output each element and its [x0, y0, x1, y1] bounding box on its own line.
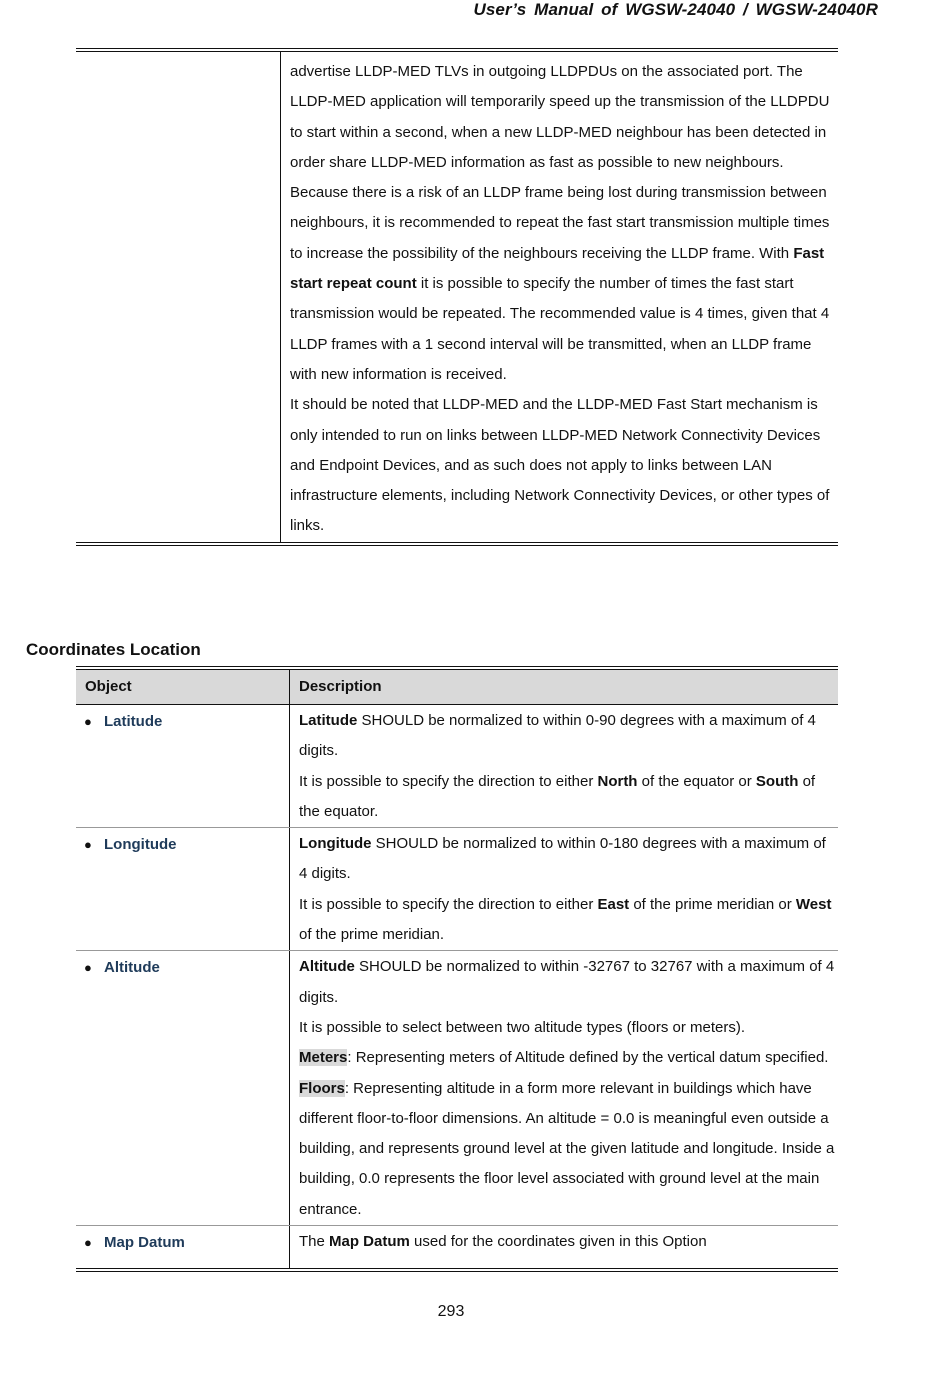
description-cell: Altitude SHOULD be normalized to within -32767 to 32767 with a maximum of 4 digits. It is possible to select between two altitude types (floors or meters). Meters: Representing meters of Altitude defined by the vertical datum specified. Floors: Representing altitude in a form more relevant in buildings which have different floor-to-floor dimensions. An altitude = 0.0 is meaningful even outside a building, and represents ground level at the given latitude and longitude. Inside a building, 0.0 represents the floor level associated with ground level at the main entrance.: [290, 951, 839, 1226]
continued-paragraph-3: It should be noted that LLDP-MED and the LLDP-MED Fast Start mechanism is only intended to run on links between LLDP-MED Network Connectivity Devices and Endpoint Devices, and as such does not apply to links between LAN infrastructure elements, including Network Connectivity Devices, or other types of links.: [290, 396, 830, 535]
object-name: Latitude: [104, 713, 163, 730]
table-row-longitude: [76, 828, 838, 951]
continued-table: [76, 48, 838, 546]
object-name: Longitude: [104, 836, 177, 854]
continued-description: [281, 52, 839, 542]
description-cell: Longitude SHOULD be normalized to within 0-180 degrees with a maximum of 4 digits. It is possible to specify the direction to either East of the prime meridian or West of the prime meridian.: [290, 828, 839, 951]
continued-paragraph-1: advertise LLDP-MED TLVs in outgoing LLDPDUs on the associated port. The LLDP-MED application will temporarily speed up the transmission of the LLDPDU to start within a second, when a new LLDP-MED neighbour has been detected in order share LLDP-MED information as fast as possible to new neighbours.: [290, 63, 830, 171]
continued-paragraph-2: Because there is a risk of an LLDP frame being lost during transmission between neighbours, it is recommended to repeat the fast start transmission multiple times to increase the possibility of the neighbours receiving the LLDP frame. With Fast start repeat count it is possible to specify the number of times the fast start transmission would be repeated. The recommended value is 4 times, given that 4 LLDP frames with a 1 second interval will be transmitted, when an LLDP frame with new information is received.: [290, 184, 830, 383]
description-cell: The Map Datum used for the coordinates given in this Option: [299, 1233, 707, 1251]
object-name: Map Datum: [104, 1234, 185, 1252]
table-row-map-datum: [76, 1226, 838, 1269]
description-cell: Latitude SHOULD be normalized to within 0-90 degrees with a maximum of 4 digits. It is possible to specify the direction to either North of the equator or South of the equator.: [290, 705, 839, 828]
floors-term: Floors: [299, 1079, 345, 1097]
table-header-row: [76, 670, 838, 705]
meters-term: Meters: [299, 1049, 348, 1067]
bullet-icon: ●: [84, 837, 92, 853]
bullet-icon: ●: [84, 1235, 92, 1251]
table-row-latitude: [76, 705, 838, 828]
bullet-icon: ●: [84, 714, 92, 729]
coordinates-table: [76, 666, 838, 1272]
bullet-icon: ●: [84, 960, 92, 976]
object-name: Altitude: [104, 959, 160, 977]
section-title: Coordinates Location: [26, 640, 201, 659]
header-object: Object: [76, 670, 290, 705]
fast-start-repeat-count-term: Fast start repeat count: [290, 244, 825, 293]
empty-object-cell: [76, 52, 281, 542]
page-header: User’s Manual of WGSW-24040 / WGSW-24040R: [473, 0, 878, 19]
table-row-altitude: [76, 951, 838, 1226]
page-number: 293: [437, 1303, 465, 1320]
header-description: Description: [290, 670, 839, 705]
